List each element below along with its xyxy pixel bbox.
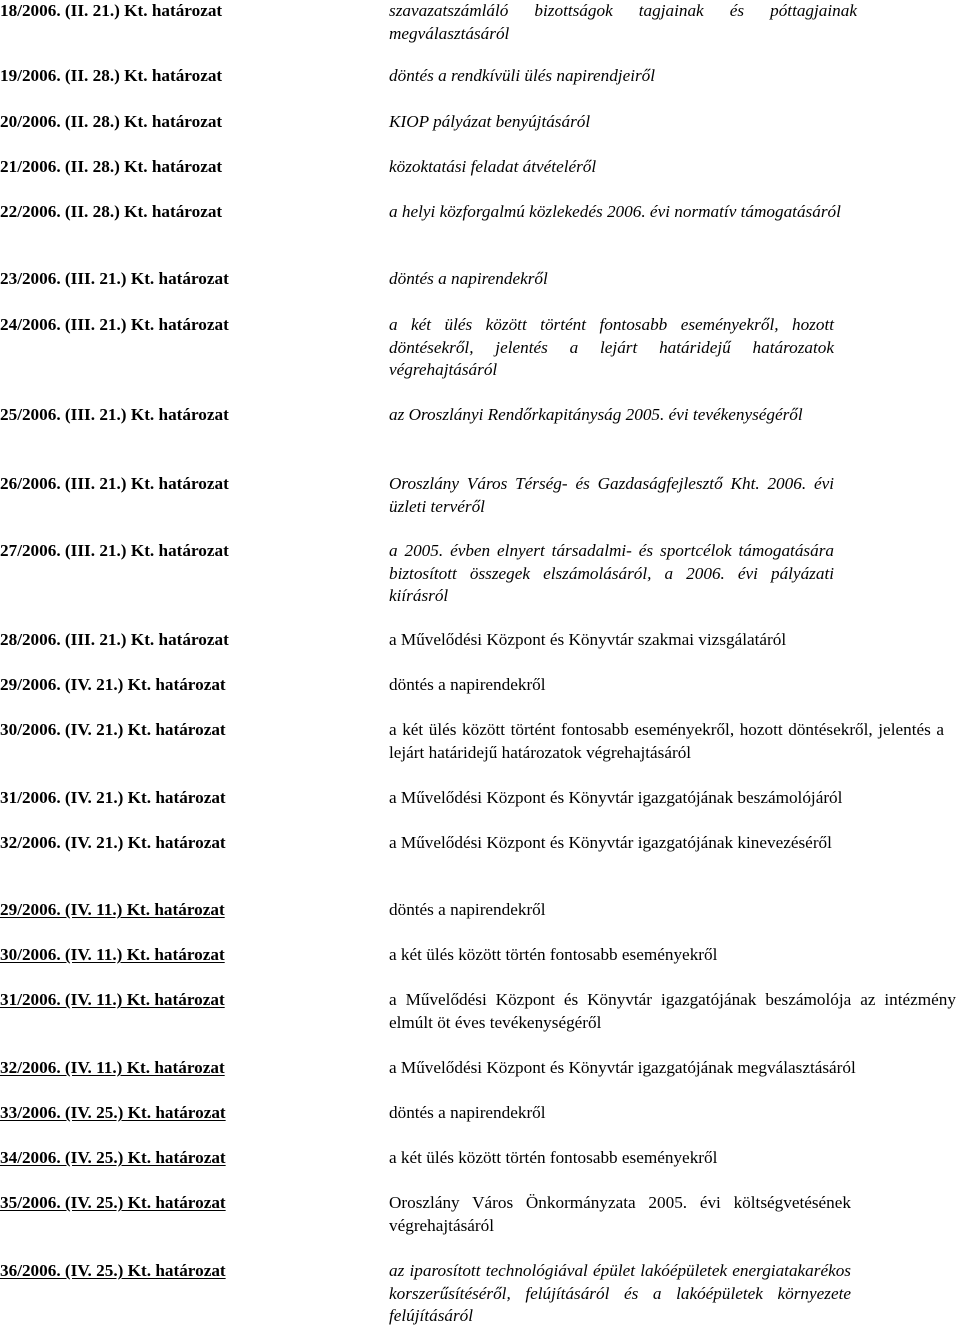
resolution-subject: a Művelődési Központ és Könyvtár igazgatójának beszámolójáról	[389, 788, 843, 807]
resolution-subject: szavazatszámláló bizottságok tagjainak és póttagjainak megválasztásáról	[389, 1, 857, 43]
resolution-reference: 30/2006. (IV. 21.) Kt. határozat	[0, 720, 226, 739]
resolution-subject: döntés a napirendekről	[389, 1103, 546, 1122]
resolution-subject: a Művelődési Központ és Könyvtár igazgatójának kinevezéséről	[389, 833, 832, 852]
resolution-subject: az iparosított technológiával épület lakóépületek energiatakarékos korszerűsítéséről, felújításáról és a lakóépületek környezete felújításáról	[389, 1261, 851, 1325]
resolution-subject: döntés a napirendekről	[389, 269, 548, 288]
resolution-subject: döntés a napirendekről	[389, 675, 546, 694]
resolution-reference: 32/2006. (IV. 11.) Kt. határozat	[0, 1058, 225, 1077]
resolution-reference: 31/2006. (IV. 11.) Kt. határozat	[0, 990, 225, 1009]
resolution-reference: 36/2006. (IV. 25.) Kt. határozat	[0, 1261, 226, 1280]
resolution-reference: 25/2006. (III. 21.) Kt. határozat	[0, 405, 229, 424]
resolution-reference: 33/2006. (IV. 25.) Kt. határozat	[0, 1103, 226, 1122]
resolution-reference: 19/2006. (II. 28.) Kt. határozat	[0, 66, 223, 85]
resolution-subject: KIOP pályázat benyújtásáról	[389, 112, 591, 131]
resolution-subject: a Művelődési Központ és Könyvtár igazgatójának megválasztásáról	[389, 1058, 856, 1077]
resolution-subject: Oroszlány Város Önkormányzata 2005. évi költségvetésének végrehajtásáról	[389, 1193, 851, 1235]
resolution-subject: Oroszlány Város Térség- és Gazdaságfejlesztő Kht. 2006. évi üzleti tervéről	[389, 474, 834, 516]
resolution-reference: 20/2006. (II. 28.) Kt. határozat	[0, 112, 223, 131]
resolution-reference: 32/2006. (IV. 21.) Kt. határozat	[0, 833, 226, 852]
resolution-subject: a két ülés között történ fontosabb eseményekről	[389, 1148, 718, 1167]
resolution-subject: a két ülés között történt fontosabb eseményekről, hozott döntésekről, jelentés a lejárt határidejű határozatok végrehajtásáról	[389, 720, 944, 762]
resolution-reference: 21/2006. (II. 28.) Kt. határozat	[0, 157, 223, 176]
resolution-reference: 28/2006. (III. 21.) Kt. határozat	[0, 630, 229, 649]
resolution-reference: 29/2006. (IV. 21.) Kt. határozat	[0, 675, 226, 694]
resolution-reference: 24/2006. (III. 21.) Kt. határozat	[0, 315, 229, 334]
resolution-subject: a két ülés között történt fontosabb eseményekről, hozott döntésekről, jelentés a lejárt határidejű határozatok végrehajtásáról	[389, 315, 834, 379]
resolution-subject: a helyi közforgalmú közlekedés 2006. évi normatív támogatásáról	[389, 202, 841, 221]
resolution-reference: 30/2006. (IV. 11.) Kt. határozat	[0, 945, 225, 964]
resolution-subject: az Oroszlányi Rendőrkapitányság 2005. évi tevékenységéről	[389, 405, 803, 424]
resolution-subject: a Művelődési Központ és Könyvtár igazgatójának beszámolója az intézmény elmúlt öt éves tevékenységéről	[389, 990, 956, 1032]
resolution-subject: a 2005. évben elnyert társadalmi- és sportcélok támogatására biztosított összegek elszámolásáról, a 2006. évi pályázati kiírásról	[389, 541, 834, 605]
resolution-reference: 18/2006. (II. 21.) Kt. határozat	[0, 1, 223, 20]
resolution-subject: közoktatási feladat átvételéről	[389, 157, 597, 176]
resolution-subject: a Művelődési Központ és Könyvtár szakmai vizsgálatáról	[389, 630, 787, 649]
resolution-reference: 29/2006. (IV. 11.) Kt. határozat	[0, 900, 225, 919]
resolution-reference: 34/2006. (IV. 25.) Kt. határozat	[0, 1148, 226, 1167]
resolution-reference: 23/2006. (III. 21.) Kt. határozat	[0, 269, 229, 288]
resolution-reference: 26/2006. (III. 21.) Kt. határozat	[0, 474, 229, 493]
resolution-reference: 35/2006. (IV. 25.) Kt. határozat	[0, 1193, 226, 1212]
resolution-subject: döntés a napirendekről	[389, 900, 546, 919]
resolution-subject: a két ülés között történ fontosabb eseményekről	[389, 945, 718, 964]
resolution-subject: döntés a rendkívüli ülés napirendjeiről	[389, 66, 656, 85]
resolution-reference: 22/2006. (II. 28.) Kt. határozat	[0, 202, 223, 221]
resolution-reference: 31/2006. (IV. 21.) Kt. határozat	[0, 788, 226, 807]
resolution-reference: 27/2006. (III. 21.) Kt. határozat	[0, 541, 229, 560]
